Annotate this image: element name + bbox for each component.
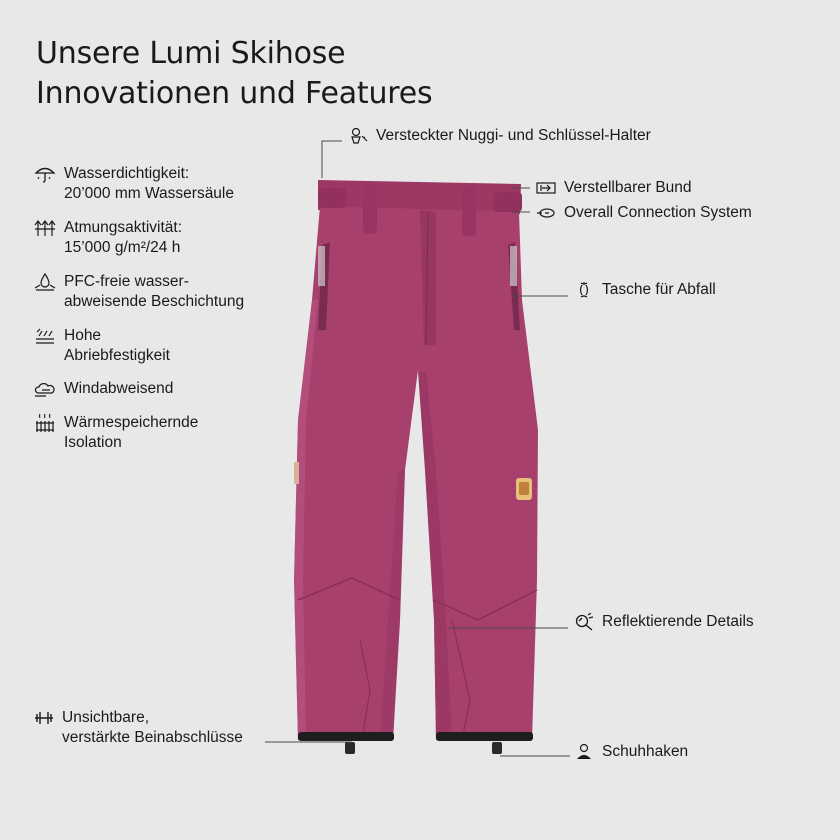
water-drop-icon <box>34 272 56 292</box>
feature-breathability-label: Atmungsaktivität: <box>64 219 183 236</box>
callout-pacifier-holder <box>348 126 651 146</box>
hem-left <box>298 732 394 741</box>
title-line-1: Unsere Lumi Skihose <box>36 36 346 71</box>
connection-icon <box>536 204 556 222</box>
callout-leg-ends-label-1: Unsichtbare, <box>62 709 150 726</box>
feature-abrasion-label-2: Abriebfestigkeit <box>64 347 170 364</box>
feature-pfc-free <box>34 272 244 312</box>
boot-hook-icon <box>574 743 594 761</box>
feature-abrasion-label-1: Hohe <box>64 327 102 344</box>
title-line-2: Innovationen und Features <box>36 76 433 111</box>
feature-abrasion <box>34 326 170 366</box>
feature-insulation-label-1: Wärmespeichernde <box>64 414 199 431</box>
feature-insulation-label-2: Isolation <box>64 434 122 451</box>
feature-pfc-label-1: PFC-freie wasser- <box>64 273 189 290</box>
callout-adjustable-waist <box>536 178 692 198</box>
feature-wind <box>34 379 173 399</box>
callout-boot-hook <box>574 742 688 762</box>
reinforced-hem-icon <box>34 709 54 727</box>
feature-breathability-value: 15’000 g/m²/24 h <box>64 239 181 256</box>
feature-waterproof <box>34 164 234 204</box>
callout-boot-hook-label: Schuhhaken <box>602 743 689 760</box>
callout-pacifier-holder-label: Versteckter Nuggi- und Schlüssel-Halter <box>376 127 651 144</box>
callout-connection-system-label: Overall Connection System <box>564 204 752 221</box>
feature-waterproof-value: 20’000 mm Wassersäule <box>64 185 234 202</box>
feature-insulation <box>34 413 198 453</box>
callout-waste-pocket <box>574 280 716 300</box>
feature-waterproof-label: Wasserdichtigkeit: <box>64 165 190 182</box>
radiator-icon <box>34 413 56 433</box>
reflective-icon <box>574 613 594 631</box>
callout-leg-ends <box>34 708 243 748</box>
umbrella-icon <box>34 164 56 184</box>
wind-icon <box>34 379 56 399</box>
adjustable-waist-icon <box>536 179 556 197</box>
feature-wind-label: Windabweisend <box>64 380 174 397</box>
pacifier-key-icon <box>348 127 368 145</box>
hem-right <box>436 732 533 741</box>
callout-waste-pocket-label: Tasche für Abfall <box>602 281 716 298</box>
feature-pfc-label-2: abweisende Beschichtung <box>64 293 245 310</box>
apple-core-icon <box>574 281 594 299</box>
belt-loop-left <box>363 184 377 234</box>
callout-reflective-label: Reflektierende Details <box>602 613 754 630</box>
callout-leg-ends-label-2: verstärkte Beinabschlüsse <box>62 729 243 746</box>
feature-breathability <box>34 218 182 258</box>
callout-reflective <box>574 612 754 632</box>
callout-connection-system <box>536 203 752 223</box>
callout-adjustable-waist-label: Verstellbarer Bund <box>564 179 692 196</box>
abrasion-icon <box>34 326 56 346</box>
breathability-arrows-icon <box>34 218 56 238</box>
belt-loop-right <box>462 186 476 236</box>
